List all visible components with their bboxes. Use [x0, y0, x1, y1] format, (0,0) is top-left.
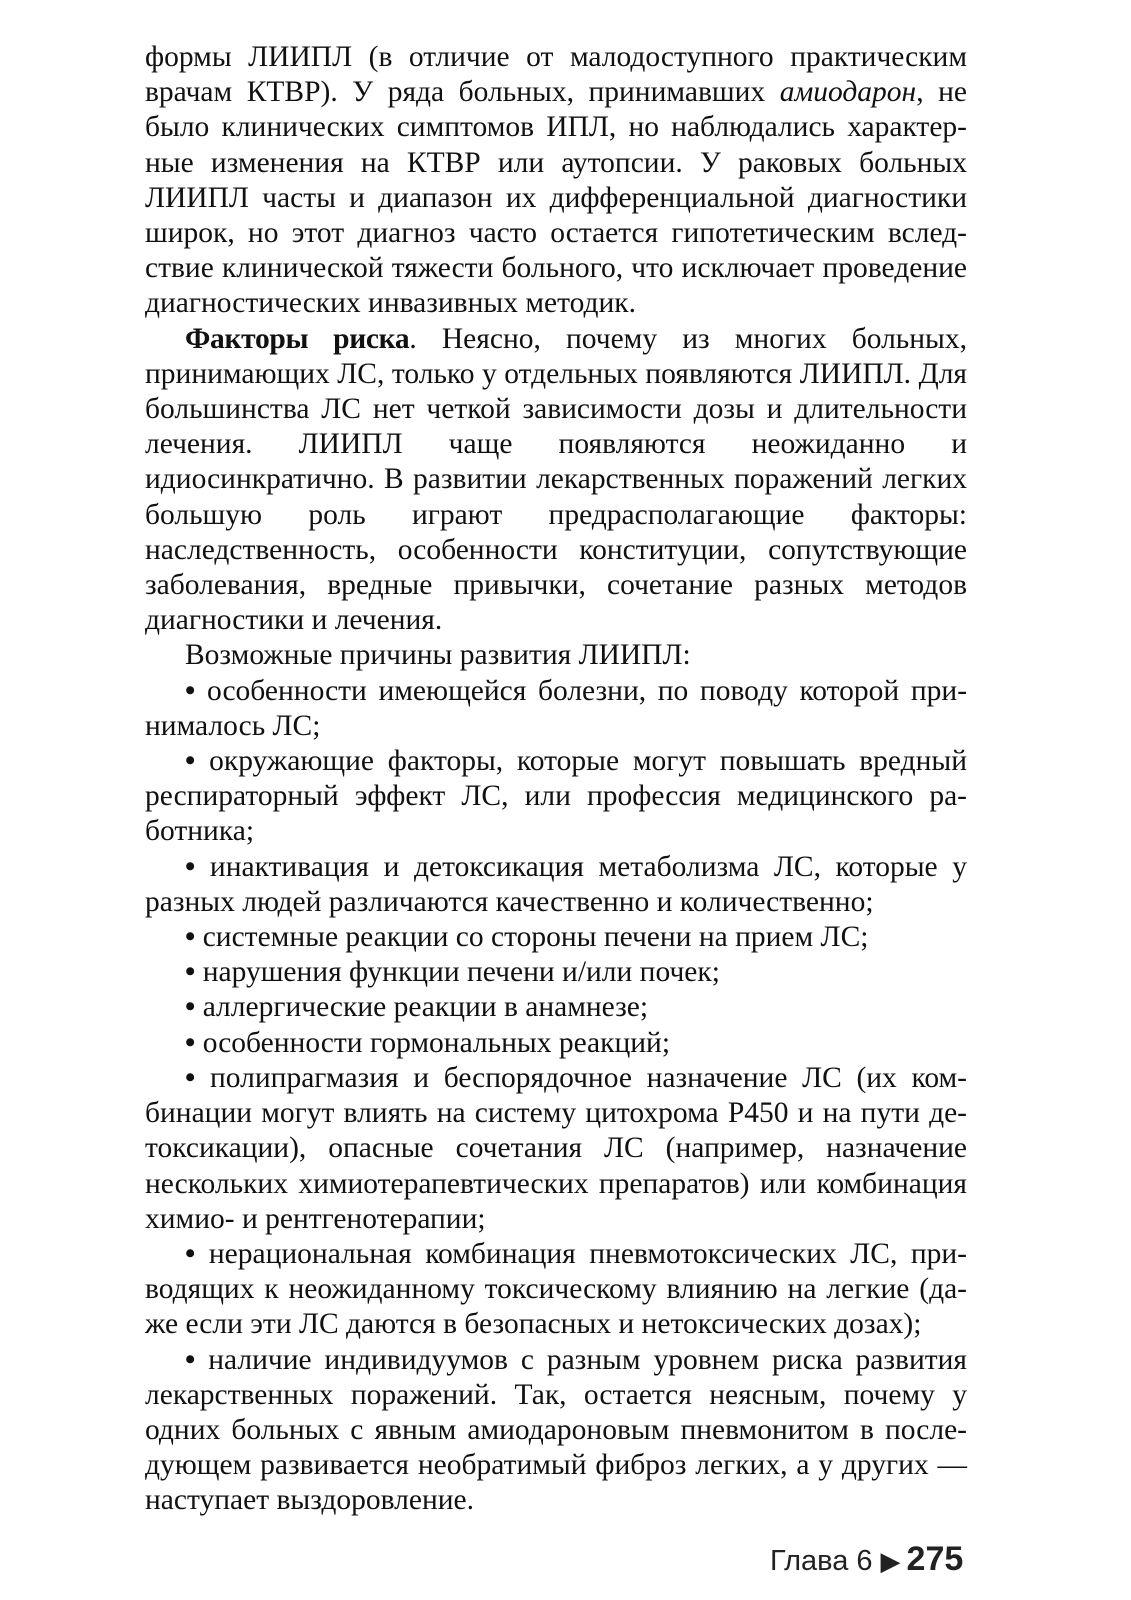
bullet-icon: • [185, 1237, 196, 1270]
list-item [145, 744, 967, 850]
paragraph-2 [145, 322, 967, 639]
list-item [145, 674, 967, 744]
bullet-icon: • [185, 991, 196, 1024]
causes-intro: Возможные причины развития ЛИИПЛ: [185, 639, 691, 672]
page-body [145, 40, 967, 1519]
bullet-icon: • [185, 1026, 196, 1059]
page-footer [770, 1540, 963, 1579]
bullet-icon: • [185, 745, 196, 778]
list-item-text: полипрагмазия и беспорядочное назначение ЛС (их комбинации могут влиять на систему цитохрома P450 и на пути детоксикации), опасные сочетания ЛС (например, назначение нескольких химиотерапевтических препаратов) или комбинация химио- и рентгенотерапии; [145, 1061, 967, 1235]
list-item-text: особенности имеющейся болезни, по поводу которой принималось ЛС; [145, 674, 968, 742]
paragraph-2-text: . Неясно, почему из многих больных, принимающих ЛС, только у отдельных появляются ЛИИПЛ. Для большинства ЛС нет четкой зависимости дозы и длительности лечения. ЛИИПЛ чаще появляются неожиданно и идиосинкратично. В развитии лекарственных поражений легких большую роль играют предрасполагающие факторы: наследственность, особенности конституции, сопутствующие заболевания, вредные привычки, сочетание разных методов диагностики и лечения. [145, 322, 967, 637]
bullet-icon: • [185, 1343, 196, 1376]
list-item-text: аллергические реакции в анамнезе; [202, 991, 649, 1024]
list-item [145, 1061, 967, 1237]
bullet-icon: • [185, 956, 196, 989]
list-item [145, 920, 967, 955]
drug-name-italic: амиодарон [779, 76, 917, 109]
list-item-text: окружающие факторы, которые могут повышать вредный респираторный эффект ЛС, или профессия медицинского работника; [145, 745, 967, 848]
bullet-icon: • [185, 850, 196, 883]
list-item-text: нарушения функции печени и/или почек; [202, 956, 720, 989]
bullet-icon: • [185, 1061, 196, 1094]
paragraph-1-text-start: формы ЛИИПЛ (в отличие от малодоступного практическим врачам КТВР). У ряда больных, принимавших [145, 41, 967, 109]
paragraph-1-text-end: , не было клинических симптомов ИПЛ, но наблюдались характерные изменения на КТВР или аутопсии. У раковых больных ЛИИПЛ часты и диапазон их дифференциальной диагностики широк, но этот диагноз часто остается гипотетическим вследствие клинической тяжести больного, что исключает проведение диагностических инвазивных методик. [145, 76, 967, 320]
play-arrow-icon: ▶ [880, 1546, 901, 1576]
causes-list [145, 674, 967, 1519]
list-item-text: системные реакции со стороны печени на прием ЛС; [202, 921, 869, 954]
list-item-text: нерациональная комбинация пневмотоксических ЛС, приводящих к неожиданному токсическому влиянию на легкие (даже если эти ЛС даются в безопасных и нетоксических дозах); [145, 1237, 967, 1341]
list-item [145, 955, 967, 990]
page-number: 275 [906, 1540, 964, 1578]
list-item [145, 1237, 967, 1343]
list-item-text: наличие индивидуумов с разным уровнем риска развития лекарственных поражений. Так, остается неясным, почему у одних больных с явным амиодароновым пневмонитом в последующем развивается необратимый фиброз легких, а у других — наступает выздоровление. [145, 1343, 967, 1517]
list-item-text: особенности гормональных реакций; [202, 1026, 671, 1059]
bullet-icon: • [185, 921, 196, 954]
list-item [145, 990, 967, 1025]
paragraph-1 [145, 40, 967, 322]
list-item-text: инактивация и детоксикация метаболизма ЛС, которые у разных людей различаются качественно и количественно; [145, 850, 967, 918]
risk-factors-heading: Факторы риска [185, 322, 410, 355]
list-item [145, 850, 967, 920]
list-item [145, 1343, 967, 1519]
bullet-icon: • [185, 674, 196, 707]
list-item [145, 1026, 967, 1061]
chapter-label: Глава 6 [770, 1545, 873, 1577]
